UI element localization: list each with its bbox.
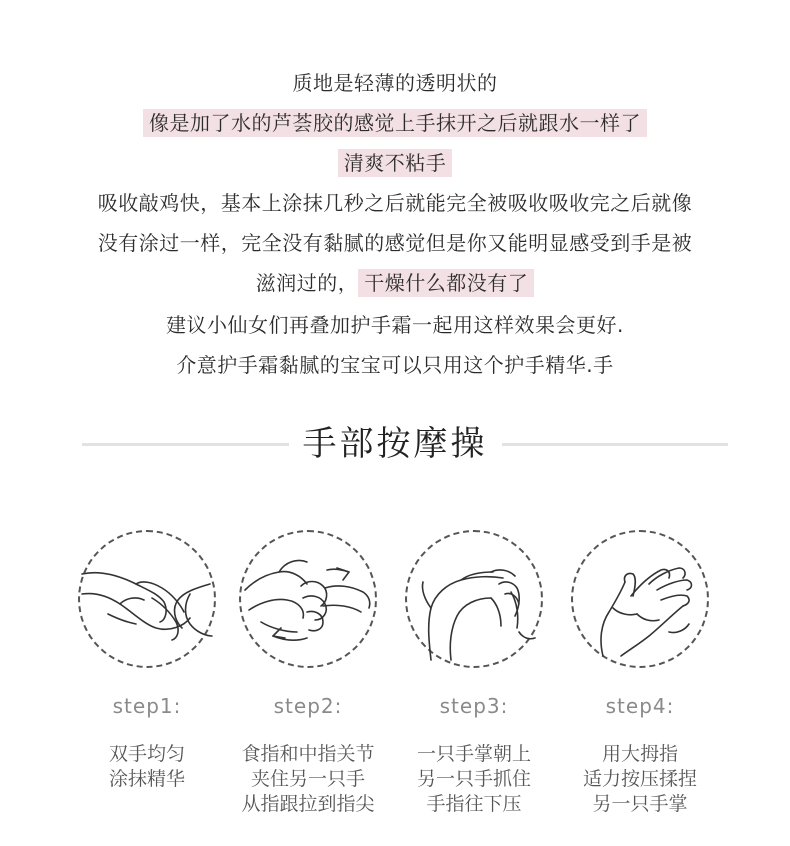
intro-line-6 — [0, 268, 790, 298]
step-description — [391, 742, 557, 817]
step-desc-line: 另一只手掌 — [592, 793, 688, 815]
step-description — [557, 742, 723, 817]
step-desc-line: 从指跟拉到指尖 — [241, 793, 375, 815]
finger-pull-icon — [239, 530, 377, 668]
step-desc-line: 涂抹精华 — [108, 768, 185, 790]
palm-massage-icon — [571, 530, 709, 668]
step-desc-line: 用大拇指 — [601, 743, 678, 765]
hands-rubbing-icon — [78, 530, 216, 668]
section-heading — [0, 412, 790, 472]
highlight-text: 干燥什么都没有了 — [358, 269, 534, 297]
step-description — [64, 742, 230, 792]
step-description — [225, 742, 391, 817]
step-desc-line: 适力按压揉捏 — [582, 768, 697, 790]
highlight-text: 清爽不粘手 — [338, 149, 453, 177]
section-title: 手部按摩操 — [289, 424, 502, 464]
step-desc-line: 另一只手抓住 — [416, 768, 531, 790]
finger-press-icon — [405, 530, 543, 668]
step-desc-line: 一只手掌朝上 — [416, 743, 531, 765]
highlight-text: 像是加了水的芦荟胶的感觉上手抹开之后就跟水一样了 — [143, 109, 647, 137]
step-desc-line: 食指和中指关节 — [241, 743, 375, 765]
intro-line-5: 没有涂过一样，完全没有黏腻的感觉但是你又能明显感受到手是被 — [97, 231, 693, 255]
intro-line-1: 质地是轻薄的透明状的 — [292, 71, 498, 95]
section-title-wrap — [0, 422, 790, 466]
step-label: step1: — [112, 694, 182, 718]
intro-line-8: 介意护手霜黏腻的宝宝可以只用这个护手精华.手 — [176, 353, 614, 377]
step-desc-line: 夹住另一只手 — [250, 768, 365, 790]
intro-line-4: 吸收敲鸡快，基本上涂抹几秒之后就能完全被吸收吸收完之后就像 — [97, 191, 693, 215]
step-desc-line: 手指往下压 — [426, 793, 522, 815]
intro-line-7: 建议小仙女们再叠加护手霜一起用这样效果会更好. — [166, 313, 624, 337]
intro-line-6-start: 滋润过的， — [255, 271, 359, 295]
step-label: step3: — [439, 694, 509, 718]
intro-line-2 — [0, 108, 790, 138]
intro-line-3 — [0, 148, 790, 178]
step-label: step4: — [605, 694, 675, 718]
step-label: step2: — [273, 694, 343, 718]
step-desc-line: 双手均匀 — [108, 743, 185, 765]
